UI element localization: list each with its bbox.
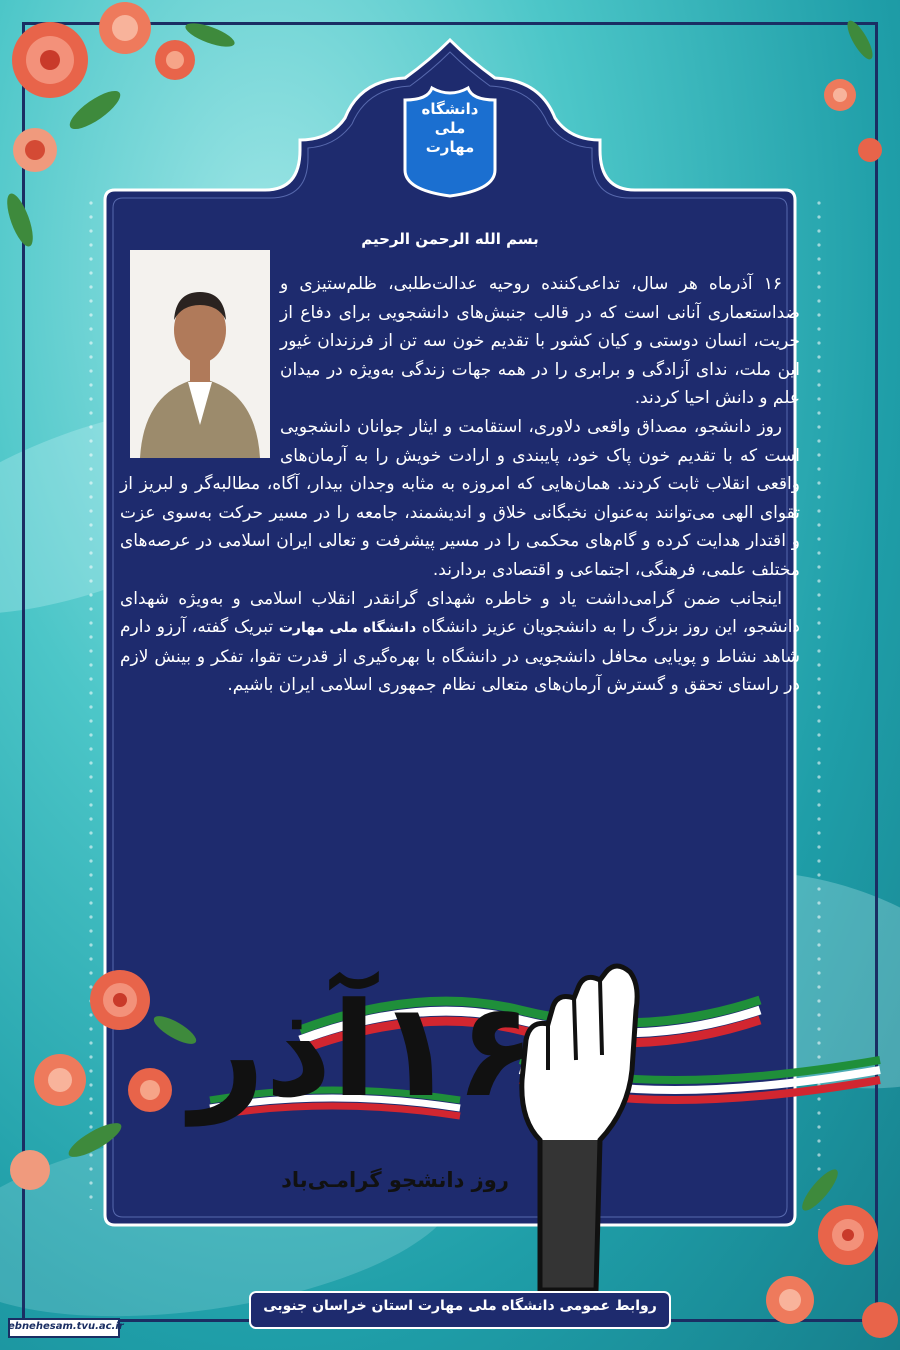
paragraph-3 <box>120 585 800 700</box>
photo-spacer <box>120 270 280 466</box>
left-ornament-border <box>88 200 102 1210</box>
paragraph-1: ۱۶ آذرماه هر سال، تداعی‌کننده روحیه عدالت‌طلبی، ظلم‌ستیزی و ضداستعماری آنانی است که در قالب جنبش‌های دانشجویی برای دفاع از حریت، انسان دوستی و کیان کشور با تقدیم خون سه تن از فرزندان غیور این ملت، ندای آزادگی و برابری را در همه جهات زندگی به‌ویژه در میدان علم و دانش احیا کردند. <box>280 274 800 409</box>
bismillah-heading: بسم الله الرحمن الرحیم <box>361 230 539 248</box>
logo-line-2: مهارت <box>425 137 475 156</box>
flower-decoration <box>824 17 882 162</box>
footer-public-relations: روابط عمومی دانشگاه ملی مهارت استان خراسان جنوبی <box>263 1298 657 1314</box>
closing-text-after: تبریک گفته، آرزو دارم شاهد نشاط و پویایی محافل دانشجویی در دانشگاه با بهره‌گیری از قدرت تقوا، تفکر و بینش لازم در راستای تحقق و گسترش آرمان‌های متعالی نظام جمهوری اسلامی ایران باشیم. <box>120 617 800 696</box>
right-ornament-border <box>808 200 822 1210</box>
website-url[interactable]: ebnehesam.tvu.ac.ir <box>8 1321 124 1332</box>
student-day-slogan: روز دانشجو گرامـی‌باد <box>281 1168 509 1192</box>
message-body <box>120 270 800 700</box>
paragraph-2: روز دانشجو، مصداق واقعی دلاوری، استقامت و ایثار جوانان دانشجویی است که با تقدیم خون پاک خود، پایبندی و ارادت خویش را به آرمان‌های واقعی انقلاب ثابت کردند. همان‌هایی که امروزه به مثابه وجدان بیدار، آگاه، مطالبه‌گر و لبریز از تقوای الهی می‌توانند به‌عنوان نخبگانی خلاق و اندیشمند، جامعه را در مسیر حرکت به‌سوی عزت و اقتدار هدایت کرده و گام‌های محکمی را در مسیر پیشرفت و تعالی ایران اسلامی در عرصه‌های مختلف علمی، فرهنگی، اجتماعی و اقتصادی بردارند. <box>120 416 800 580</box>
closing-bold-name: دانشگاه ملی مهارت <box>278 620 417 637</box>
closing-text-before: اینجانب ضمن گرامی‌داشت یاد و خاطره شهدای گرانقدر انقلاب اسلامی و به‌ویژه شهدای دانشجو، این روز بزرگ را به دانشجویان عزیز دانشگاه <box>120 588 801 638</box>
logo-line-1: دانشگاه ملی <box>421 100 479 137</box>
university-logo-text <box>408 100 492 156</box>
big-date-calligraphy: ۱۶آذر <box>190 974 535 1126</box>
